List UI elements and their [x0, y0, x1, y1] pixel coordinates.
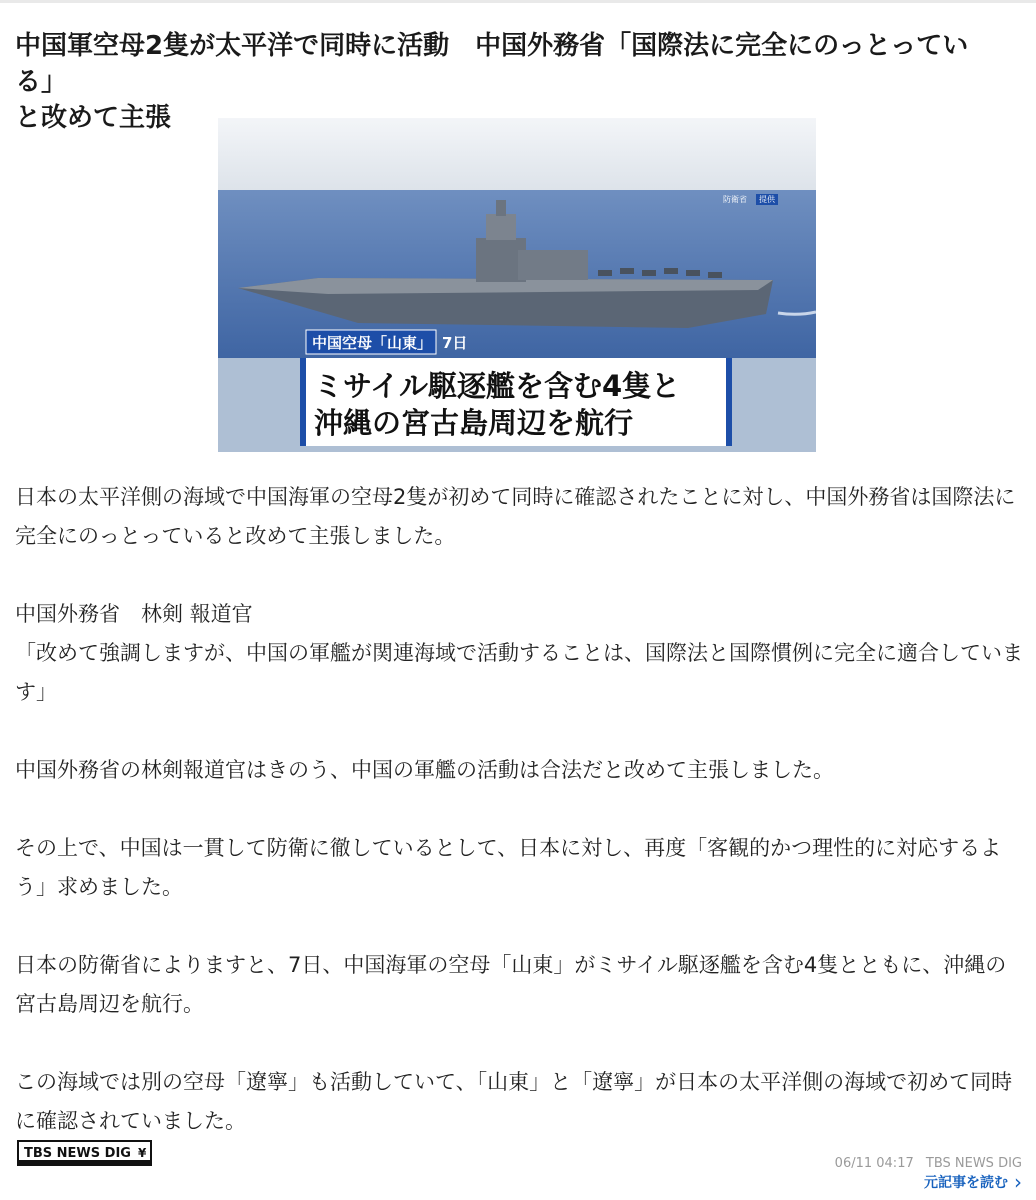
timestamp: 06/11 04:17 — [834, 1156, 914, 1171]
read-original-link[interactable] — [924, 1172, 1022, 1192]
paragraph-4: その上で、中国は一貫して防衛に徹しているとして、日本に対し、再度「客観的かつ理性的に対応するよう」求めました。 — [15, 836, 1002, 899]
headline-line-1: 中国軍空母2隻が太平洋で同時に活動 中国外務省「国際法に完全にのっとっている」 — [15, 31, 969, 97]
photo-banner-line-1: ミサイル駆逐艦を含む4隻と — [314, 369, 681, 403]
chevron-right-icon: › — [1014, 1170, 1022, 1194]
paragraph-5: 日本の防衛省によりますと、7日、中国海軍の空母「山東」がミサイル駆逐艦を含む4隻とともに、沖縄の宮古島周辺を航行。 — [15, 953, 1007, 1016]
article-meta — [827, 1156, 1022, 1171]
article-body — [15, 478, 1023, 1141]
paragraph-speaker: 中国外務省 林剣 報道官 — [15, 602, 253, 626]
photo-banner-line-2: 沖縄の宮古島周辺を航行 — [314, 406, 634, 440]
paragraph-3: 中国外務省の林剣報道官はきのう、中国の軍艦の活動は合法だと改めて主張しました。 — [15, 758, 834, 782]
publisher-logo[interactable] — [17, 1140, 152, 1166]
photo-credit-label: 提供 — [759, 195, 775, 204]
photo-caption-date: 7日 — [442, 334, 468, 352]
photo-caption-tag: 中国空母「山東」 — [312, 334, 433, 352]
paragraph-6: この海域では別の空母「遼寧」も活動していて、「山東」と「遼寧」が日本の太平洋側の海域で初めて同時に確認されていました。 — [15, 1070, 1013, 1133]
logo-text: TBS NEWS DIG — [24, 1146, 131, 1161]
top-divider — [0, 0, 1036, 3]
read-original-label: 元記事を読む — [924, 1175, 1008, 1191]
photo-credit-source: 防衛省 — [723, 195, 747, 204]
headline-line-2: と改めて主張 — [15, 103, 172, 133]
article-photo[interactable] — [218, 118, 816, 452]
paragraph-intro: 日本の太平洋側の海域で中国海軍の空母2隻が初めて同時に確認されたことに対し、中国外務省は国際法に完全にのっとっていると改めて主張しました。 — [15, 485, 1016, 548]
paragraph-quote: 「改めて強調しますが、中国の軍艦が関連海域で活動することは、国際法と国際慣例に完全に適合しています」 — [15, 641, 1023, 704]
logo-mark: ¥ — [138, 1146, 147, 1160]
publisher-name: TBS NEWS DIG — [925, 1156, 1022, 1171]
